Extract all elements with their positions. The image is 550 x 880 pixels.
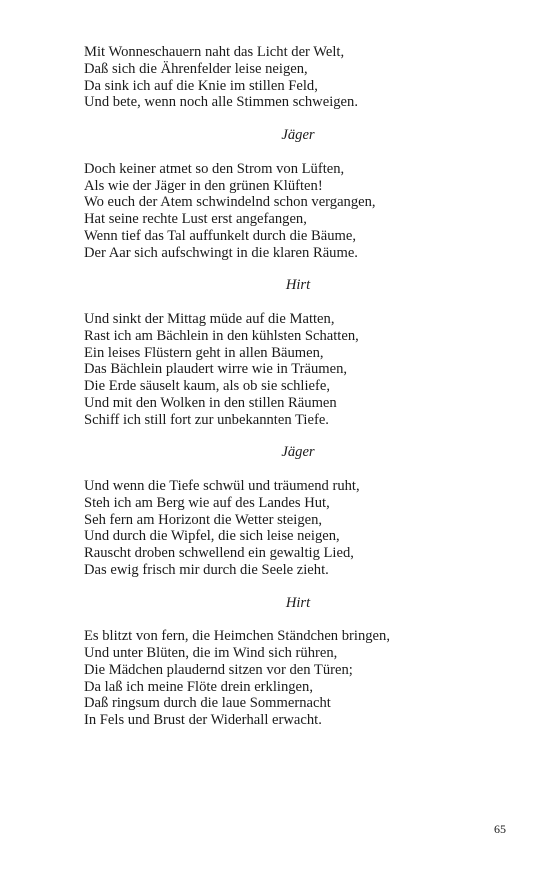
- poem-line: Und durch die Wipfel, die sich leise neigen,: [84, 528, 340, 545]
- speaker-heading: Hirt: [285, 594, 311, 611]
- stanza-1: [84, 44, 514, 111]
- poem-line: Schiff ich still fort zur unbekannten Tiefe.: [84, 411, 329, 428]
- poem-line: Da sink ich auf die Knie im stillen Feld,: [84, 77, 318, 94]
- poem-line: Wenn tief das Tal auffunkelt durch die Bäume,: [84, 227, 357, 244]
- poem-line: Rast ich am Bächlein in den kühlsten Schatten,: [84, 327, 359, 344]
- poem-line: Daß ringsum durch die laue Sommernacht: [84, 695, 331, 712]
- stanza-3: [84, 311, 514, 428]
- poem-line: Und bete, wenn noch alle Stimmen schweigen.: [84, 94, 358, 111]
- stanza-4: [84, 478, 514, 579]
- speaker-heading: Hirt: [285, 277, 311, 294]
- poem-line: Ein leises Flüstern geht in allen Bäumen,: [84, 344, 324, 361]
- speaker-heading: Jäger: [281, 444, 315, 461]
- page-number: 65: [494, 822, 506, 836]
- poem-text: [84, 44, 514, 729]
- poem-line: Die Mädchen plaudernd sitzen vor den Türen;: [84, 661, 353, 678]
- poem-line: Das ewig frisch mir durch die Seele zieht.: [84, 561, 329, 578]
- poem-line: Doch keiner atmet so den Strom von Lüften,: [84, 160, 345, 177]
- poem-line: Das Bächlein plaudert wirre wie in Träumen,: [84, 361, 348, 378]
- poem-line: Der Aar sich aufschwingt in die klaren Räume.: [84, 244, 358, 261]
- poem-line: Rauscht droben schwellend ein gewaltig Lied,: [84, 545, 354, 561]
- poem-line: Seh fern am Horizont die Wetter steigen,: [84, 511, 323, 528]
- poem-line: Und sinkt der Mittag müde auf die Matten,: [84, 311, 335, 327]
- poem-line: Als wie der Jäger in den grünen Klüften!: [84, 177, 323, 194]
- poem-line: Mit Wonneschauern naht das Licht der Welt,: [84, 44, 345, 60]
- poem-line: Und unter Blüten, die im Wind sich rühren,: [84, 645, 338, 661]
- stanza-2: [84, 161, 514, 262]
- poem-line: Daß sich die Ährenfelder leise neigen,: [84, 60, 308, 77]
- poem-line: In Fels und Brust der Widerhall erwacht.: [84, 712, 322, 728]
- poem-line: Steh ich am Berg wie auf des Landes Hut,: [84, 494, 330, 511]
- speaker-heading: Jäger: [281, 127, 315, 143]
- poem-line: Hat seine rechte Lust erst angefangen,: [84, 211, 307, 227]
- poem-line: Es blitzt von fern, die Heimchen Ständchen bringen,: [84, 628, 390, 645]
- stanza-5: [84, 628, 514, 729]
- poem-line: Da laß ich meine Flöte drein erklingen,: [84, 678, 313, 695]
- poem-line: Wo euch der Atem schwindelnd schon vergangen,: [84, 194, 376, 211]
- poem-line: Die Erde säuselt kaum, als ob sie schliefe,: [84, 378, 330, 394]
- poem-line: Und wenn die Tiefe schwül und träumend ruht,: [84, 478, 360, 494]
- poem-line: Und mit den Wolken in den stillen Räumen: [84, 394, 337, 411]
